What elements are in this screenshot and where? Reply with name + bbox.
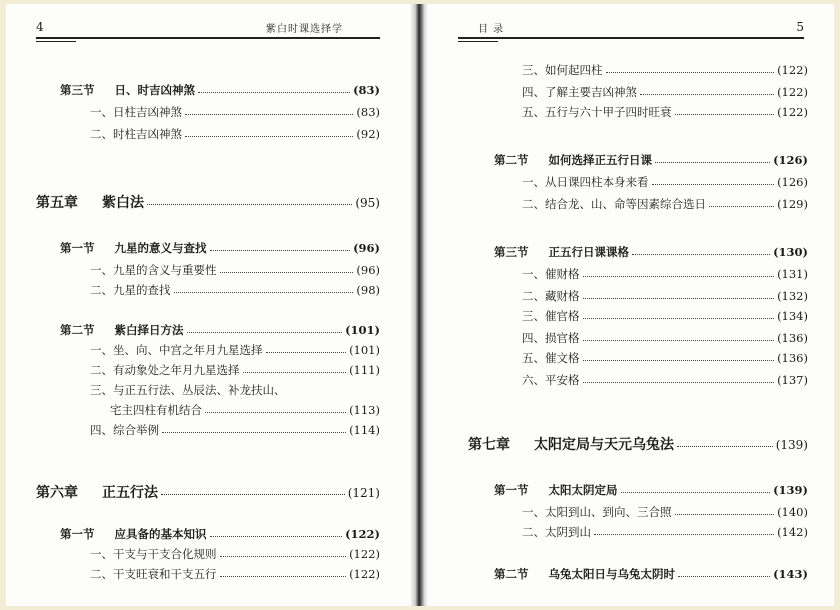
book-spine [410,4,428,606]
toc-section-row[interactable] [60,322,380,338]
page-ref: (122) [349,547,380,561]
toc-item-row[interactable] [522,84,808,100]
toc-section-row[interactable] [60,526,380,542]
page-ref: (114) [349,423,380,437]
leader-dots [583,340,775,341]
toc-item-row[interactable] [522,350,808,366]
section-label: 第一节 [60,527,95,541]
section-label: 第一节 [60,241,95,255]
page-ref: (131) [777,267,808,281]
item-title: 四、损官格 [522,331,580,345]
page-ref: (129) [777,197,808,211]
section-label: 第三节 [60,83,95,97]
leader-dots [675,114,775,115]
item-title: 二、九星的查找 [90,283,171,297]
toc-item-row[interactable] [90,262,380,278]
page-ref: (136) [777,351,808,365]
section-title: 正五行日课课格 [548,245,629,259]
item-title: 五、五行与六十甲子四时旺衰 [522,105,672,119]
page-ref: (101) [349,343,380,357]
toc-item-row[interactable] [522,174,808,190]
toc-section-row[interactable] [494,244,808,260]
page-ref: (139) [775,438,808,452]
section-label: 第一节 [494,483,529,497]
page-ref: (137) [777,373,808,387]
page-ref: (136) [777,331,808,345]
item-title: 一、催财格 [522,267,580,281]
leader-dots [220,576,347,577]
left-page-header [36,16,380,40]
leader-dots [174,292,354,293]
page-ref: (122) [345,527,380,541]
chapter-title: 紫白法 [102,195,144,211]
section-label: 第三节 [494,245,529,259]
item-title: 宅主四柱有机结合 [110,403,202,417]
right-page [428,4,834,606]
toc-item-row[interactable] [522,266,808,282]
item-title: 二、有动象处之年月九星选择 [90,363,240,377]
section-title: 太阳太阴定局 [548,483,618,497]
item-title: 三、如何起四柱 [522,63,603,77]
page-number: 4 [36,20,44,34]
leader-dots [210,536,343,537]
toc-item-row[interactable] [90,126,380,142]
toc-chapter-row[interactable] [36,482,380,502]
leader-dots [266,352,347,353]
toc-item-title-line[interactable]: 三、与正五行法、丛辰法、补龙扶山、 [90,383,286,397]
item-title: 一、干支与干支合化规则 [90,547,217,561]
toc-item-row[interactable] [522,196,808,212]
item-title: 二、时柱吉凶神煞 [90,127,182,141]
chapter-label: 第五章 [36,195,78,211]
item-title: 一、坐、向、中宫之年月九星选择 [90,343,263,357]
page-ref: (142) [777,525,808,539]
toc-item-row[interactable] [522,330,808,346]
page-number: 5 [796,20,804,34]
leader-dots [640,94,774,95]
toc-item-row[interactable] [522,372,808,388]
toc-section-row[interactable] [494,482,808,498]
page-ref: (98) [356,283,380,297]
section-label: 第二节 [60,323,95,337]
toc-item-row[interactable] [90,282,380,298]
leader-dots [583,382,775,383]
page-ref: (101) [345,323,380,337]
leader-dots [210,250,351,251]
toc-item-row[interactable] [110,402,380,418]
leader-dots [594,534,774,535]
leader-dots [161,494,345,495]
header-rule-short [36,41,76,42]
item-title: 五、催文格 [522,351,580,365]
leader-dots [187,332,343,333]
page-ref: (83) [353,83,380,97]
leader-dots [205,412,346,413]
toc-chapter-row[interactable] [468,434,808,454]
page-ref: (92) [356,127,380,141]
section-title: 如何选择正五行日课 [548,153,652,167]
page-ref: (126) [777,175,808,189]
leader-dots [652,184,775,185]
page-ref: (139) [773,483,808,497]
item-title: 二、结合龙、山、命等因素综合选日 [522,197,706,211]
page-ref: (122) [777,105,808,119]
item-title: 三、催官格 [522,309,580,323]
header-rule [458,37,804,39]
item-title: 二、藏财格 [522,289,580,303]
toc-item-row[interactable] [522,308,808,324]
item-title: 四、了解主要吉凶神煞 [522,85,637,99]
toc-section-row[interactable] [494,566,808,582]
leader-dots [583,318,775,319]
leader-dots [709,206,774,207]
leader-dots [583,276,775,277]
page-ref: (122) [777,85,808,99]
section-title: 紫白择日方法 [114,323,184,337]
chapter-label: 第六章 [36,485,78,501]
toc-item-row[interactable] [90,546,380,562]
page-ref: (95) [355,196,380,210]
section-title: 九星的意义与查找 [114,241,207,255]
leader-dots [583,298,775,299]
section-title: 乌兔太阳日与乌兔太阴时 [548,567,675,581]
book-spread [6,4,834,606]
leader-dots [677,446,773,447]
leader-dots [655,162,770,163]
toc-chapter-row[interactable] [36,192,380,212]
leader-dots [583,360,775,361]
item-title: 一、日柱吉凶神煞 [90,105,182,119]
section-label: 第二节 [494,153,529,167]
chapter-label: 第七章 [468,437,510,453]
toc-item-row[interactable] [522,62,808,78]
toc-item-row[interactable] [522,104,808,120]
leader-dots [243,372,347,373]
page-ref: (126) [773,153,808,167]
section-label: 第二节 [494,567,529,581]
page-ref: (134) [777,309,808,323]
running-head: 紫白时课选择学 [266,24,343,35]
item-title: 一、从日课四柱本身来看 [522,175,649,189]
item-title: 一、九星的含义与重要性 [90,263,217,277]
leader-dots [220,556,347,557]
leader-dots [606,72,775,73]
toc-section-row[interactable] [60,240,380,256]
toc-section-row[interactable] [60,82,380,98]
page-ref: (140) [777,505,808,519]
toc-item-row[interactable] [90,422,380,438]
leader-dots [220,272,354,273]
leader-dots [185,114,353,115]
item-title: 二、太阴到山 [522,525,591,539]
header-rule-short [458,41,498,42]
toc-item-row[interactable] [90,104,380,120]
toc-item-row[interactable] [90,362,380,378]
page-ref: (96) [356,263,380,277]
section-title: 日、时吉凶神煞 [114,83,195,97]
toc-item-row[interactable] [90,342,380,358]
left-page [6,4,410,606]
page-ref: (96) [353,241,380,255]
running-head: 目 录 [478,24,505,35]
leader-dots [185,136,353,137]
chapter-title: 正五行法 [102,485,158,501]
leader-dots [632,254,770,255]
toc-item-row[interactable] [522,504,808,520]
section-title: 应具备的基本知识 [114,527,207,541]
page-ref: (122) [777,63,808,77]
toc-item-row[interactable] [522,524,808,540]
chapter-title: 太阳定局与天元乌兔法 [534,437,674,453]
leader-dots [621,492,771,493]
page-ref: (130) [773,245,808,259]
page-ref: (83) [356,105,380,119]
leader-dots [162,432,346,433]
right-page-header [458,16,804,40]
item-title: 二、干支旺衰和干支五行 [90,567,217,581]
page-ref: (143) [773,567,808,581]
page-ref: (121) [347,486,380,500]
item-title: 四、综合举例 [90,423,159,437]
toc-section-row[interactable] [494,152,808,168]
header-rule [36,37,380,39]
toc-item-row[interactable] [90,566,380,582]
page-ref: (113) [349,403,380,417]
leader-dots [198,92,350,93]
leader-dots [678,576,770,577]
page-ref: (132) [777,289,808,303]
item-title: 六、平安格 [522,373,580,387]
page-ref: (122) [349,567,380,581]
leader-dots [147,204,352,205]
leader-dots [675,514,775,515]
toc-item-row[interactable] [522,288,808,304]
page-ref: (111) [349,363,380,377]
item-title: 一、太阳到山、到向、三合照 [522,505,672,519]
